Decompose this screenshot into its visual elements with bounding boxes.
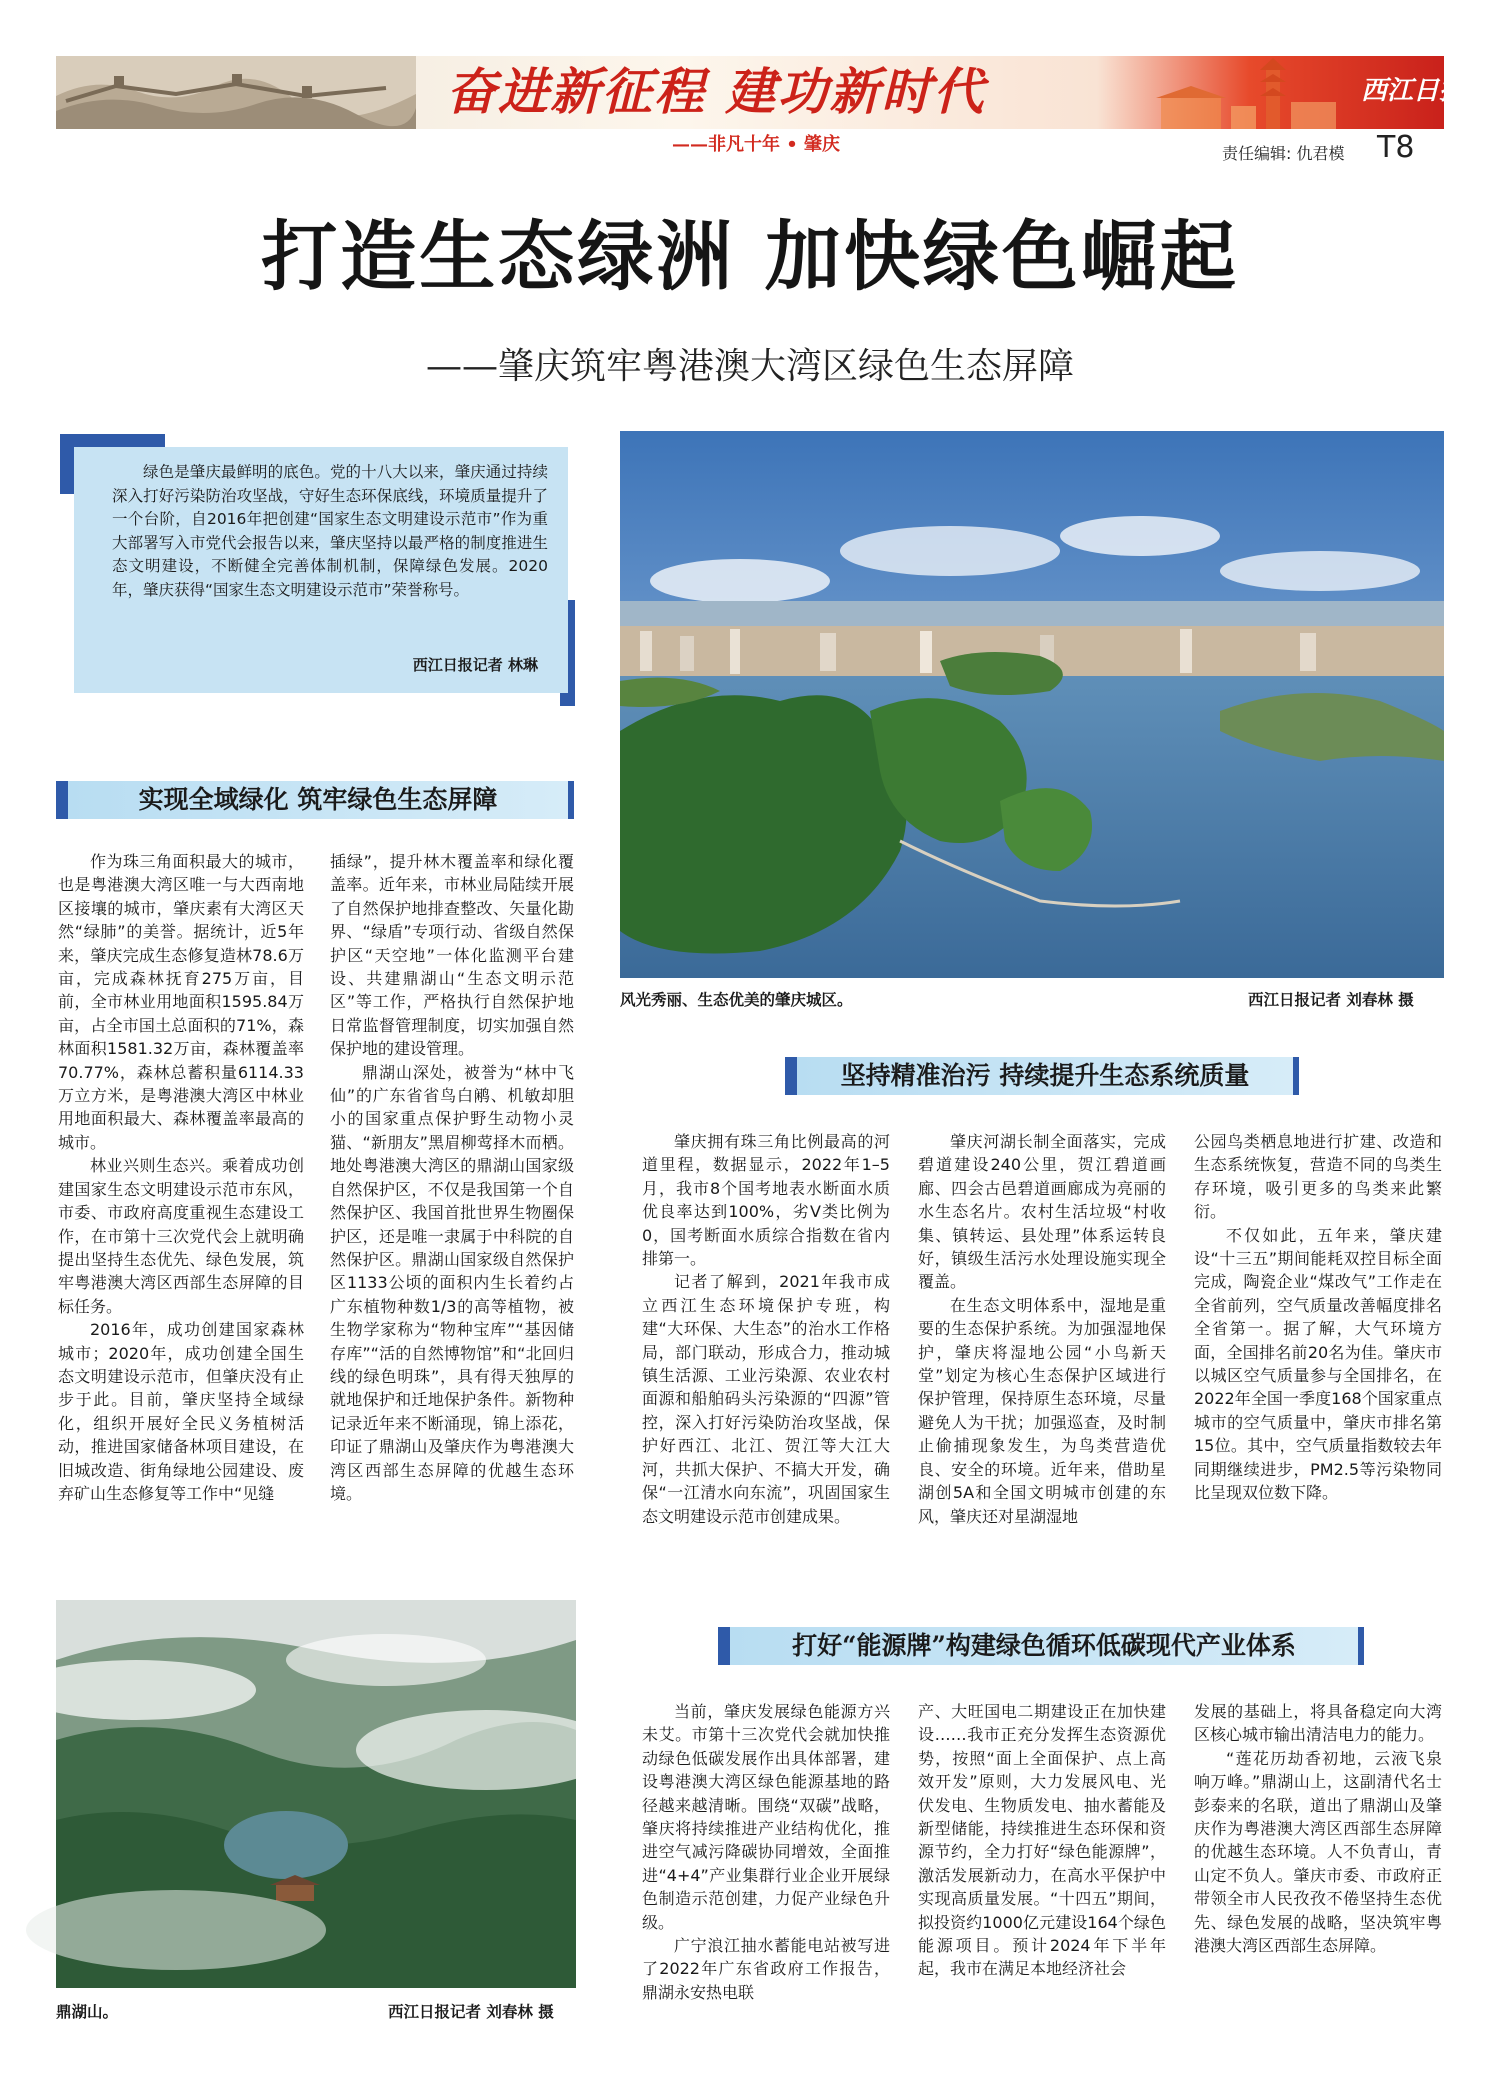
paragraph: 在生态文明体系中，湿地是重要的生态保护系统。为加强湿地保护，肇庆将湿地公园“小鸟新天堂”划定为核心生态保护区域进行保护管理，保持原生态环境，尽量避免人为干扰；加强巡查，及时制止偷捕现象发生，为鸟类营造优良、安全的环境。近年来，借助星湖创5A和全国文明城市创建的东风，肇庆还对星湖湿地 <box>918 1295 1166 1526</box>
great-wall-illustration <box>56 56 416 129</box>
paragraph: “莲花历劫香初地，云液飞泉响万峰。”鼎湖山上，这副清代名士彭泰来的名联，道出了鼎湖山及肇庆作为粤港澳大湾区西部生态屏障的优越生态环境。人不负青山，青山定不负人。肇庆市委、市政府正带领全市人民孜孜不倦坚持生态优先、绿色发展的战略，坚决筑牢粤港澳大湾区西部生态屏障。 <box>1194 1748 1442 1956</box>
section-header-greening: 实现全域绿化 筑牢绿色生态屏障 <box>56 781 568 819</box>
paragraph: 插绿”，提升林木覆盖率和绿化覆盖率。近年来，市林业局陆续开展了自然保护地排查整改、矢量化勘界、“绿盾”专项行动、省级自然保护区“天空地”一体化监测平台建设、共建鼎湖山“生态文明示范区”等工作，严格执行自然保护地日常监督管理制度，切实加强自然保护地的建设管理。 <box>330 852 574 1059</box>
photo-caption: 风光秀丽、生态优美的肇庆城区。 <box>620 991 853 1009</box>
paragraph: 不仅如此，五年来，肇庆建设“十三五”期间能耗双控目标全面完成，陶瓷企业“煤改气”工作走在全省前列，空气质量改善幅度排名全省第一。据了解，大气环境方面，全国排名前20名为佳。肇庆市以城区空气质量参与全国排名，在2022年全国一季度168个国家重点城市的空气质量中，肇庆市排名第15位。其中，空气质量指数较去年同期继续进步，PM2.5等污染物同比呈现双位数下降。 <box>1194 1225 1442 1503</box>
paragraph: 广宁浪江抽水蓄能电站被写进了2022年广东省政府工作报告，鼎湖永安热电联 <box>642 1936 890 2002</box>
banner-subtitle: ——非凡十年 • 肇庆 <box>672 134 841 155</box>
article-column <box>58 850 304 1590</box>
intro-byline: 西江日报记者 林琳 <box>412 656 538 674</box>
responsible-editor: 责任编辑: 仇君模 <box>1222 144 1345 163</box>
article-column <box>642 1130 890 1560</box>
banner-slogan: 奋进新征程 建功新时代 <box>446 62 986 121</box>
paragraph: 2016年，成功创建国家森林城市；2020年，成功创建全国生态文明建设示范市，但肇庆没有止步于此。目前，肇庆坚持全域绿化，组织开展好全民义务植树活动，推进国家储备林项目建设，在旧城改造、街角绿地公园建设、废弃矿山生态修复等工作中“见缝 <box>58 1320 304 1503</box>
paragraph: 发展的基础上，将具备稳定向大湾区核心城市输出清洁电力的能力。 <box>1194 1702 1442 1745</box>
paragraph: 肇庆拥有珠三角比例最高的河道里程，数据显示，2022年1–5月，我市8个国考地表水断面水质优良率达到100%，劣V类比例为0，国考断面水质综合指数在省内排第一。 <box>642 1132 890 1269</box>
paragraph: 公园鸟类栖息地进行扩建、改造和生态系统恢复，营造不同的鸟类生存环境，吸引更多的鸟类来此繁衍。 <box>1194 1132 1442 1222</box>
article-column <box>918 1700 1166 2045</box>
masthead-banner <box>56 56 1466 129</box>
section-header-pollution: 坚持精准治污 持续提升生态系统质量 <box>785 1057 1293 1095</box>
photo-credit: 西江日报记者 刘春林 摄 <box>388 2003 554 2021</box>
city-aerial-photo <box>620 431 1444 978</box>
article-column <box>330 850 574 1590</box>
article-column <box>918 1130 1166 1560</box>
paragraph: 当前，肇庆发展绿色能源方兴未艾。市第十三次党代会就加快推动绿色低碳发展作出具体部署，建设粤港澳大湾区绿色能源基地的路径越来越清晰。围绕“双碳”战略，肇庆将持续推进产业结构优化，推进空气减污降碳协同增效，全面推进“4+4”产业集群行业企业开展绿色制造示范创建，力促产业绿色升级。 <box>642 1702 890 1932</box>
paragraph: 产、大旺国电二期建设正在加快建设……我市正充分发挥生态资源优势，按照“面上全面保护、点上高效开发”原则，大力发展风电、光伏发电、生物质发电、抽水蓄能及新型储能，持续推进生态环保和资源节约，全力打好“绿色能源牌”，激活发展新动力，在高水平保护中实现高质量发展。“十四五”期间，拟投资约1000亿元建设164个绿色能源项目。预计2024年下半年起，我市在满足本地经济社会 <box>918 1702 1166 1979</box>
paragraph: 鼎湖山深处，被誉为“林中飞仙”的广东省省鸟白鹇、机敏却胆小的国家重点保护野生动物小灵猫、“新朋友”黑眉柳莺择木而栖。地处粤港澳大湾区的鼎湖山国家级自然保护区，不仅是我国第一个自然保护区、我国首批世界生物圈保护区，还是唯一隶属于中科院的自然保护区。鼎湖山国家级自然保护区1133公顷的面积内生长着约占广东植物种数1/3的高等植物，被生物学家称为“物种宝库”“基因储存库”“活的自然博物馆”和“北回归线的绿色明珠”，具有得天独厚的就地保护和迁地保护条件。新物种记录近年来不断涌现，锦上添花，印证了鼎湖山及肇庆作为粤港澳大湾区西部生态屏障的优越生态环境。 <box>330 1062 574 1503</box>
page-number: T8 <box>1377 130 1415 165</box>
intro-text: 绿色是肇庆最鲜明的底色。党的十八大以来，肇庆通过持续深入打好污染防治攻坚战，守好生态环保底线，环境质量提升了一个台阶，自2016年把创建“国家生态文明建设示范市”作为重大部署写入市党代会报告以来，肇庆坚持以最严格的制度推进生态文明建设，不断健全完善体制机制，保障绿色发展。2020年，肇庆获得“国家生态文明建设示范市”荣誉称号。 <box>112 463 548 599</box>
newspaper-logo: 西江日报 <box>1361 76 1466 106</box>
photo-credit: 西江日报记者 刘春林 摄 <box>1248 991 1414 1009</box>
paragraph: 肇庆河湖长制全面落实，完成碧道建设240公里，贺江碧道画廊、四会古邑碧道画廊成为亮丽的水生态名片。农村生活垃圾“村收集、镇转运、县处理”体系运转良好，镇级生活污水处理设施实现全覆盖。 <box>918 1132 1166 1292</box>
dinghu-mountain-photo <box>56 1600 576 1988</box>
article-column <box>1194 1130 1442 1560</box>
photo-caption: 鼎湖山。 <box>56 2003 119 2021</box>
article-column <box>1194 1700 1442 2045</box>
city-skyline-illustration <box>1151 56 1351 129</box>
article-column <box>642 1700 890 2045</box>
section-header-energy: 打好“能源牌”构建绿色循环低碳现代产业体系 <box>718 1627 1358 1665</box>
intro-box <box>74 447 568 693</box>
paragraph: 作为珠三角面积最大的城市，也是粤港澳大湾区唯一与大西南地区接壤的城市，肇庆素有大湾区天然“绿肺”的美誉。据统计，近5年来，肇庆完成生态修复造林78.6万亩，完成森林抚育275万亩，目前，全市林业用地面积1595.84万亩，占全市国土总面积的71%，森林面积1581.32万亩，森林覆盖率70.77%，森林总蓄积量6114.33万立方米，是粤港澳大湾区中林业用地面积最大、森林覆盖率最高的城市。 <box>58 852 304 1152</box>
main-headline: 打造生态绿洲 加快绿色崛起 <box>261 212 1239 301</box>
paragraph: 记者了解到，2021年我市成立西江生态环境保护专班，构建“大环保、大生态”的治水工作格局，部门联动，形成合力，推动城镇生活源、工业污染源、农业农村面源和船舶码头污染源的“四源”管控，深入打好污染防治攻坚战，保护好西江、北江、贺江等大江大河，共抓大保护、不搞大开发，确保“一江清水向东流”，巩固国家生态文明建设示范市创建成果。 <box>642 1272 890 1526</box>
sub-headline: ——肇庆筑牢粤港澳大湾区绿色生态屏障 <box>425 346 1074 387</box>
paragraph: 林业兴则生态兴。乘着成功创建国家生态文明建设示范市东风，市委、市政府高度重视生态建设工作，在市第十三次党代会上就明确提出坚持生态优先、绿色发展，筑牢粤港澳大湾区西部生态屏障的目标任务。 <box>58 1156 304 1316</box>
